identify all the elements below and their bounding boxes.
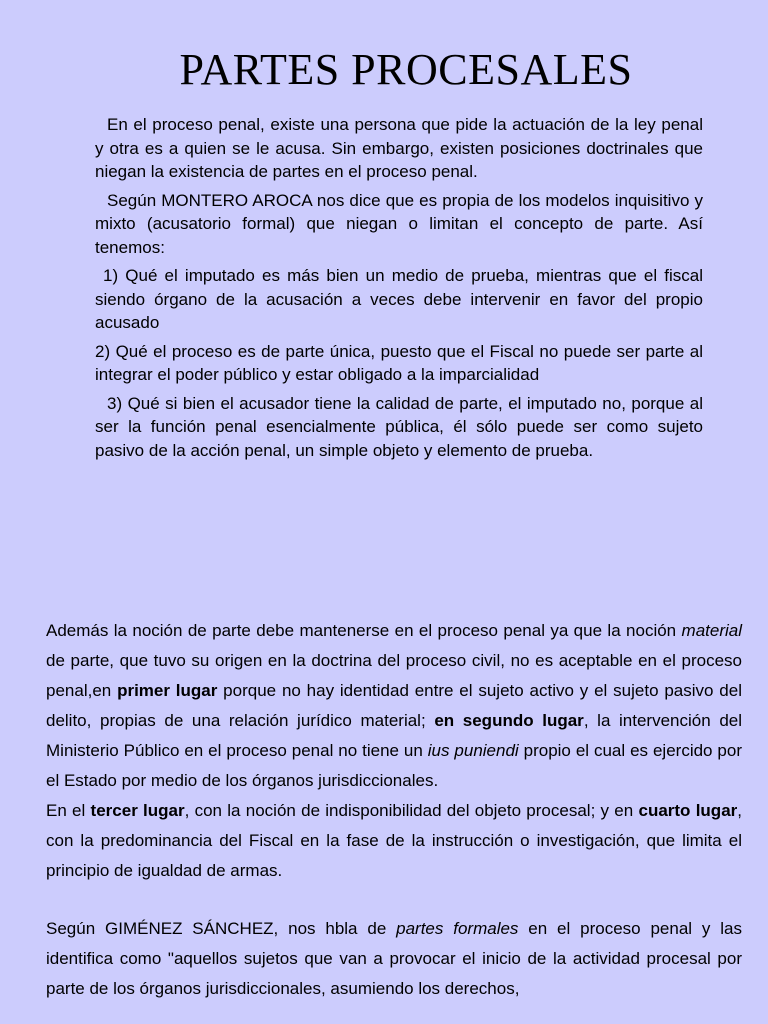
italic-text: ius puniendi — [427, 741, 519, 760]
intro-section — [95, 113, 703, 467]
text-run: , la intervención del Ministerio Público en el proceso penal no tiene un — [46, 711, 742, 760]
text-run: en el proceso penal y las identifica como "aquellos sujetos que van a provocar el inicio de la actividad procesal por parte de los órganos jurisdiccionales, asumiendo los derechos, — [46, 919, 742, 998]
paragraph-gimenez-sanchez — [46, 914, 742, 1004]
text-run: Además la noción de parte debe mantenerse en el proceso penal ya que la noción — [46, 621, 682, 640]
text-run: propio el cual es ejercido por el Estado por medio de los órganos jurisdiccionales. — [46, 741, 742, 790]
intro-list-item-1: 1) Qué el imputado es más bien un medio de prueba, mientras que el fiscal siendo órgano de la acusación a veces debe intervenir en favor del propio acusado — [95, 266, 703, 332]
text-run: En el — [46, 801, 91, 820]
intro-list-item-3: 3) Qué si bien el acusador tiene la calidad de parte, el imputado no, porque al ser la función penal esencialmente pública, él sólo puede ser como sujeto pasivo de la acción penal, un simple objeto y elemento de prueba. — [95, 393, 703, 460]
paragraph-tercer-cuarto-lugar — [46, 796, 742, 886]
bold-text: en segundo lugar — [434, 711, 584, 730]
text-run: , con la predominancia del Fiscal en la fase de la instrucción o investigación, que limita el principio de igualdad de armas. — [46, 801, 742, 880]
body-section — [46, 616, 742, 1004]
bold-text: cuarto lugar — [638, 801, 738, 820]
intro-paragraph-2: Según MONTERO AROCA nos dice que es propia de los modelos inquisitivo y mixto (acusatorio formal) que niegan o limitan el concepto de parte. Así tenemos: — [95, 190, 703, 257]
italic-text: partes formales — [396, 919, 519, 938]
text-run: Según GIMÉNEZ SÁNCHEZ, nos hbla de — [46, 919, 397, 938]
italic-text: material — [681, 621, 742, 640]
text-run: , con la noción de indisponibilidad del objeto procesal; y en — [184, 801, 639, 820]
text-run: porque no hay identidad entre el sujeto activo y el sujeto pasivo del delito, propias de una relación jurídico material; — [46, 681, 742, 730]
page-title: PARTES PROCESALES — [179, 45, 633, 94]
bold-text: primer lugar — [117, 681, 218, 700]
intro-list-item-2: 2) Qué el proceso es de parte única, puesto que el Fiscal no puede ser parte al integrar el poder público y estar obligado a la imparcialidad — [95, 341, 703, 384]
paragraph-noción-de-parte — [46, 616, 742, 796]
intro-paragraph-1: En el proceso penal, existe una persona que pide la actuación de la ley penal y otra es a quien se le acusa. Sin embargo, existen posiciones doctrinales que niegan la existencia de partes en el proceso penal. — [95, 115, 703, 181]
text-run: de parte, que tuvo su origen en la doctrina del proceso civil, no es aceptable en el proceso penal,en — [46, 651, 742, 700]
bold-text: tercer lugar — [90, 801, 185, 820]
